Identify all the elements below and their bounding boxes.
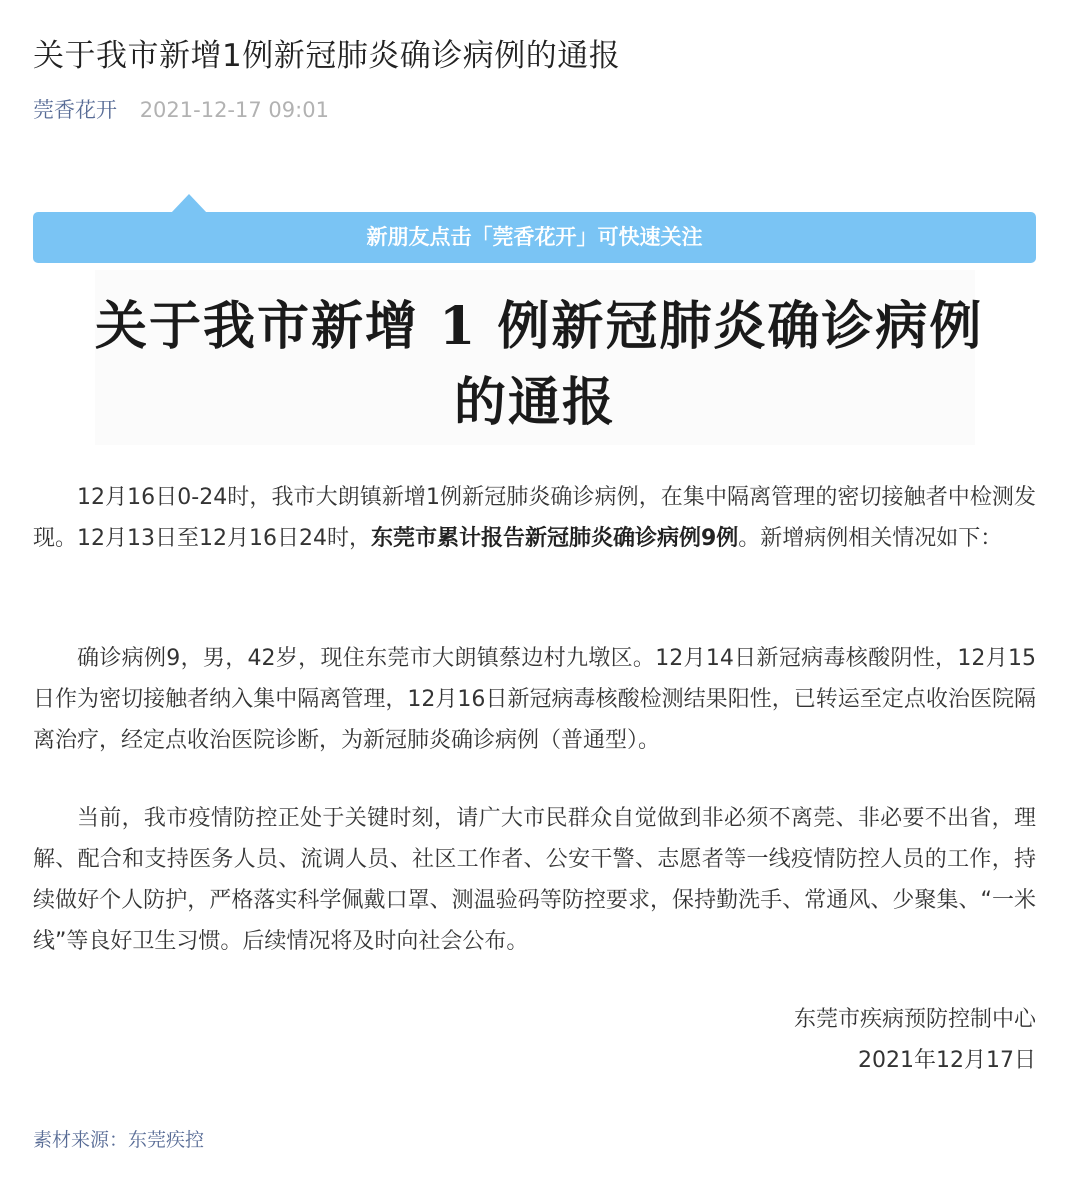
paragraph-summary-text-start: 12月16日0-24时，我市大朗镇新增1例新冠肺炎确诊病例，在集中隔离管理的密切接触者中检测发现。12月13日至12月16日24时， <box>33 485 1036 551</box>
paragraph-summary-highlight: 东莞市累计报告新冠肺炎确诊病例9例 <box>370 526 739 551</box>
title-image <box>95 270 984 445</box>
article-meta <box>33 94 329 126</box>
article-title: 关于我市新增1例新冠肺炎确诊病例的通报 <box>33 38 621 74</box>
account-name-link[interactable]: 莞香花开 <box>33 98 117 122</box>
follow-banner-pointer-icon <box>171 194 207 213</box>
signature-organization: 东莞市疾病预防控制中心 <box>793 1007 1036 1032</box>
source-link[interactable]: 素材来源：东莞疾控 <box>33 1129 205 1151</box>
paragraph-summary <box>33 477 1036 559</box>
paragraph-public-advice: 当前，我市疫情防控正处于关键时刻，请广大市民群众自觉做到非必须不离莞、非必要不出省，理解、配合和支持医务人员、流调人员、社区工作者、公安干警、志愿者等一线疫情防控人员的工作，持续做好个人防护，严格落实科学佩戴口罩、测温验码等防控要求，保持勤洗手、常通风、少聚集、“一米线”等良好卫生习惯。后续情况将及时向社会公布。 <box>33 806 1036 954</box>
title-image-line-1: 关于我市新增 1 例新冠肺炎确诊病例 <box>95 296 984 357</box>
publish-time: 2021-12-17 09:01 <box>139 98 329 122</box>
paragraph-case-details: 确诊病例9，男，42岁，现住东莞市大朗镇蔡边村九墩区。12月14日新冠病毒核酸阴性，12月15日作为密切接触者纳入集中隔离管理，12月16日新冠病毒核酸检测结果阳性，已转运至定点收治医院隔离治疗，经定点收治医院诊断，为新冠肺炎确诊病例（普通型）。 <box>33 646 1036 753</box>
title-image-line-2: 的通报 <box>453 372 616 433</box>
signature-date: 2021年12月17日 <box>858 1048 1036 1073</box>
follow-banner[interactable]: 新朋友点击「莞香花开」可快速关注 <box>33 212 1036 263</box>
paragraph-summary-text-end: 。新增病例相关情况如下： <box>738 526 1003 551</box>
